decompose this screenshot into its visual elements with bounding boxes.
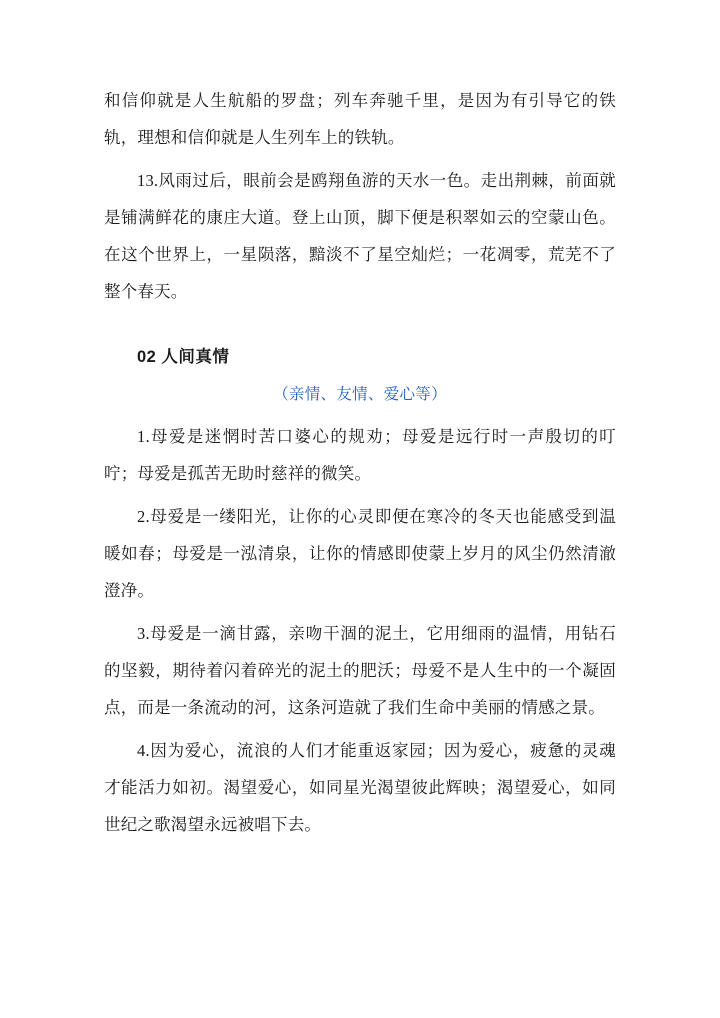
section-subheading: （亲情、友情、爱心等）: [273, 386, 447, 403]
section-heading-02: 02 人间真情: [137, 348, 230, 366]
paragraph-item-4: 4.因为爱心，流浪的人们才能重返家园；因为爱心，疲惫的灵魂才能活力如初。渴望爱心，如同星光渴望彼此辉映；渴望爱心，如同世纪之歌渴望永远被唱下去。: [104, 741, 616, 834]
paragraph-item-13: 13.风雨过后，眼前会是鸥翔鱼游的天水一色。走出荆棘，前面就是铺满鲜花的康庄大道。登上山顶，脚下便是积翠如云的空蒙山色。在这个世界上，一星陨落，黯淡不了星空灿烂；一花凋零，荒芜不了整个春天。: [104, 171, 616, 301]
section-spacer: [104, 316, 616, 324]
paragraph-item-3: 3.母爱是一滴甘露，亲吻干涸的泥土，它用细雨的温情，用钻石的坚毅，期待着闪着碎光的泥土的肥沃；母爱不是人生中的一个凝固点，而是一条流动的河，这条河造就了我们生命中美丽的情感之景。: [104, 624, 616, 717]
paragraph-continued: 和信仰就是人生航船的罗盘；列车奔驰千里，是因为有引导它的铁轨，理想和信仰就是人生列车上的铁轨。: [104, 91, 616, 147]
paragraph-item-2: 2.母爱是一缕阳光，让你的心灵即便在寒冷的冬天也能感受到温暖如春；母爱是一泓清泉，让你的情感即使蒙上岁月的风尘仍然清澈澄净。: [104, 507, 616, 600]
paragraph-item-1: 1.母爱是迷惘时苦口婆心的规劝；母爱是远行时一声殷切的叮咛；母爱是孤苦无助时慈祥的微笑。: [104, 427, 616, 483]
